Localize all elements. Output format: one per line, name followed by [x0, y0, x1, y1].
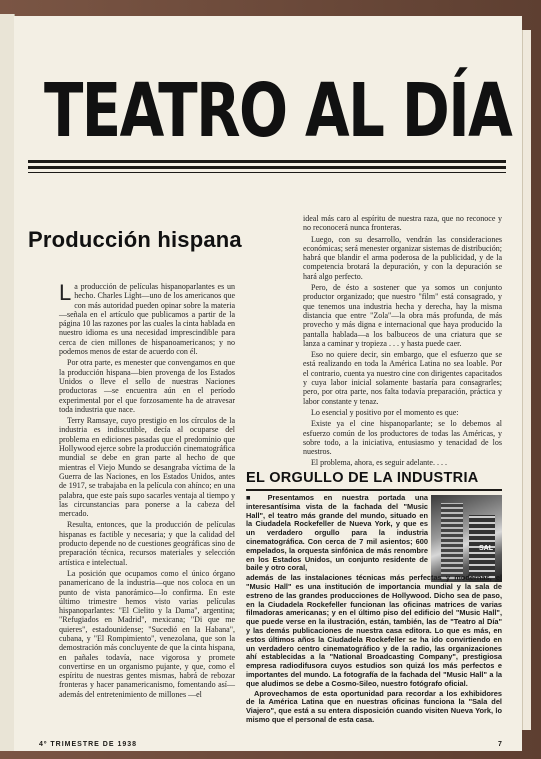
paragraph: Terry Ramsaye, cuyo prestigio en los círculos de la industria es indiscutible, decía al ocuparse del problema en ediciones pasadas que el predominio que Hollywood ejerce sobre la producción cinematográfica mundial se debe en gran parte al hecho de que mientras el Viejo Mundo se desangraba víctima de la Guerra de las Naciones, en los Estados Unidos, antes de 1917, se trabajaba en la película con ahínco; en una palabra, que este país supo sacarles ventaja al tiempo y las circunstancias para ponerse a la cabeza del mercado.: [59, 416, 235, 519]
paragraph: Por otra parte, es menester que convengamos en que la producción hispana—bien provenga de los Estados Unidos o lleve el sello de nuestras Naciones productoras —se encuentra aún en el período experimental por el que forzosamente ha de atravesar toda industria que nace.: [59, 358, 235, 414]
magazine-page: [14, 16, 522, 751]
masthead-rule: [28, 160, 506, 163]
paragraph: La posición que ocupamos como el único órgano panamericano de la industria—que nos coloca en un punto de vista panorámico—lo confirma. En este último trimestre hemos visto varias películas hispanoparlantes: "El Cielito y la Dama", argentina; "Refugiados en Madrid", mexicana; "Di que me quieres", estadounidense; "Sucedió en la Habana", cubana, y "El Rompimiento", venezolana, que son la demostración más concluyente de que la cinta hispana, en pañales todavía, nace vigorosa y promete convertirse en un organismo pujante, y que, como el espíritu de nuestras gentes mismas, habrá de rebozar fronteras y hacer panamericanismo, fomentando así—además del entretenimiento de millones —el: [59, 568, 235, 699]
issue-footer: 4º TRIMESTRE DE 1938: [39, 741, 138, 748]
left-column: [59, 282, 235, 701]
masthead-rule: [28, 166, 506, 169]
paragraph: Eso no quiere decir, sin embargo, que el esfuerzo que se está realizando en toda la América Latina no sea loable. Por el contrario, cuenta ya nuestro cine con dirigentes capacitados y cuya labor inicial solamente bastaría para consagrarles; pero, por otra parte, nos falta todavía preparación, práctica y labor constante y tenaz.: [303, 350, 502, 406]
paragraph: Existe ya el cine hispanoparlante; se lo debemos al esfuerzo común de los productores de todas las Américas, y sobre todo, a la iniciativa, entusiasmo y tenacidad de los nuestros.: [303, 419, 502, 457]
page-stack-edge: [522, 30, 531, 730]
paragraph: Aprovechamos de esta oportunidad para recordar a los exhibidores de la América Latina que en nuestras oficinas funciona la "Sala del Viajero", que está a su entera disposición cuando visiten Nueva York, lo mismo que el personal de esta casa.: [246, 688, 502, 724]
page-number: 7: [498, 741, 502, 748]
masthead-rule: [28, 172, 506, 173]
right-column: [303, 214, 502, 470]
paragraph: La producción de películas hispanoparlantes es un hecho. Charles Light—uno de los americanos que con más autoridad pueden opinar sobre la materia—señala en el artículo que publicamos a partir de la página 10 las razones por las cuales la cinta hablada en nuestro idioma es una necesidad imprescindible para cerca de cien millones de hispanoamericanos; y no podemos menos de estar de acuerdo con él.: [59, 280, 235, 357]
masthead-title: TEATRO AL DÍA: [44, 68, 512, 154]
paragraph: El problema, ahora, es seguir adelante. . . .: [311, 458, 447, 468]
paragraph: ■ Presentamos en nuestra portada una interesantísima vista de la fachada del "Music Hall", el teatro más grande del mundo, situado en la Ciudadela Rockefeller de Nueva York, y que es un verdadero orgullo para la industria cinematográfica. Con cerca de 7 mil asientos; 600 empelados, la orquesta sinfónica de más renombre en los Estados Unidos, un conjunto residente de baile y otro coral,: [246, 493, 428, 573]
paragraph: Luego, con su desarrollo, vendrán las consideraciones económicas; será menester organizar sistemas de distribución; habrá que blandir el arma poderosa de la publicidad, y de la competencia brotará la depuración, y con la depuración se hará algo perfecto.: [303, 234, 502, 281]
paragraph: además de las instalaciones técnicas más perfectas y modernas, el "Music Hall" es una institución de importancia mundial y la sala de estreno de las grandes producciones de Hollywood. Dicho sea de paso, en la Ciudadela Rockefeller funcionan las oficinas matrices de varias filmadoras americanas; y en el último piso del edificio del "Music Hall", que puede verse en la ilustración, están, también, las de "Teatro al Día" y las demás publicaciones de nuestra casa editora. Lo que es más, en estos últimos años la Ciudadela Rockefeller se ha ido convirtiendo en un verdadero centro cinematográfico y de la radio, las organizaciones ahí establecidas a la "National Broadcasting Company", prestigiosa empresa radiodifusora cuyos estudios son quizá los más perfectos e importantes del mundo. La fotografía de la fachada del "Music Hall" a la que aludimos se debe a Cosmo-Sileo, nuestro fotógrafo oficial.: [246, 573, 502, 688]
section-rule: [246, 489, 502, 491]
paragraph: Pero, de ésto a sostener que ya somos un conjunto productor organizado; que nuestro "film" está consagrado, y que tenemos una industria hecha y derecha, hay la misma distancia que entre "Zola"—la obra más profunda, de más provecho y más digna e internacional que haya producido la pantalla hablada—a los balbuceos de una criatura que se lanza a caminar y tropieza . . . y hasta puede caer.: [303, 283, 502, 348]
article-headline: Producción hispana: [28, 227, 242, 252]
paragraph: Lo esencial y positivo por el momento es que:: [311, 407, 459, 417]
paragraph: Resulta, entonces, que la producción de películas hispanas es factible y necesaria; y que la calidad del producto depende no de cuestiones geográficas sino de preparación técnica, recursos materiales y selección artística e intelectual.: [59, 520, 235, 567]
photo-sign-text: SAL: [479, 545, 493, 552]
orgullo-text: [246, 494, 502, 726]
paragraph: ideal más caro al espíritu de nuestra raza, que no reconoce y no reconocerá nunca fronteras.: [303, 214, 502, 233]
previous-page-edge: [0, 14, 15, 751]
section-title-orgullo: EL ORGULLO DE LA INDUSTRIA: [246, 470, 479, 486]
drop-cap: L: [59, 280, 72, 305]
